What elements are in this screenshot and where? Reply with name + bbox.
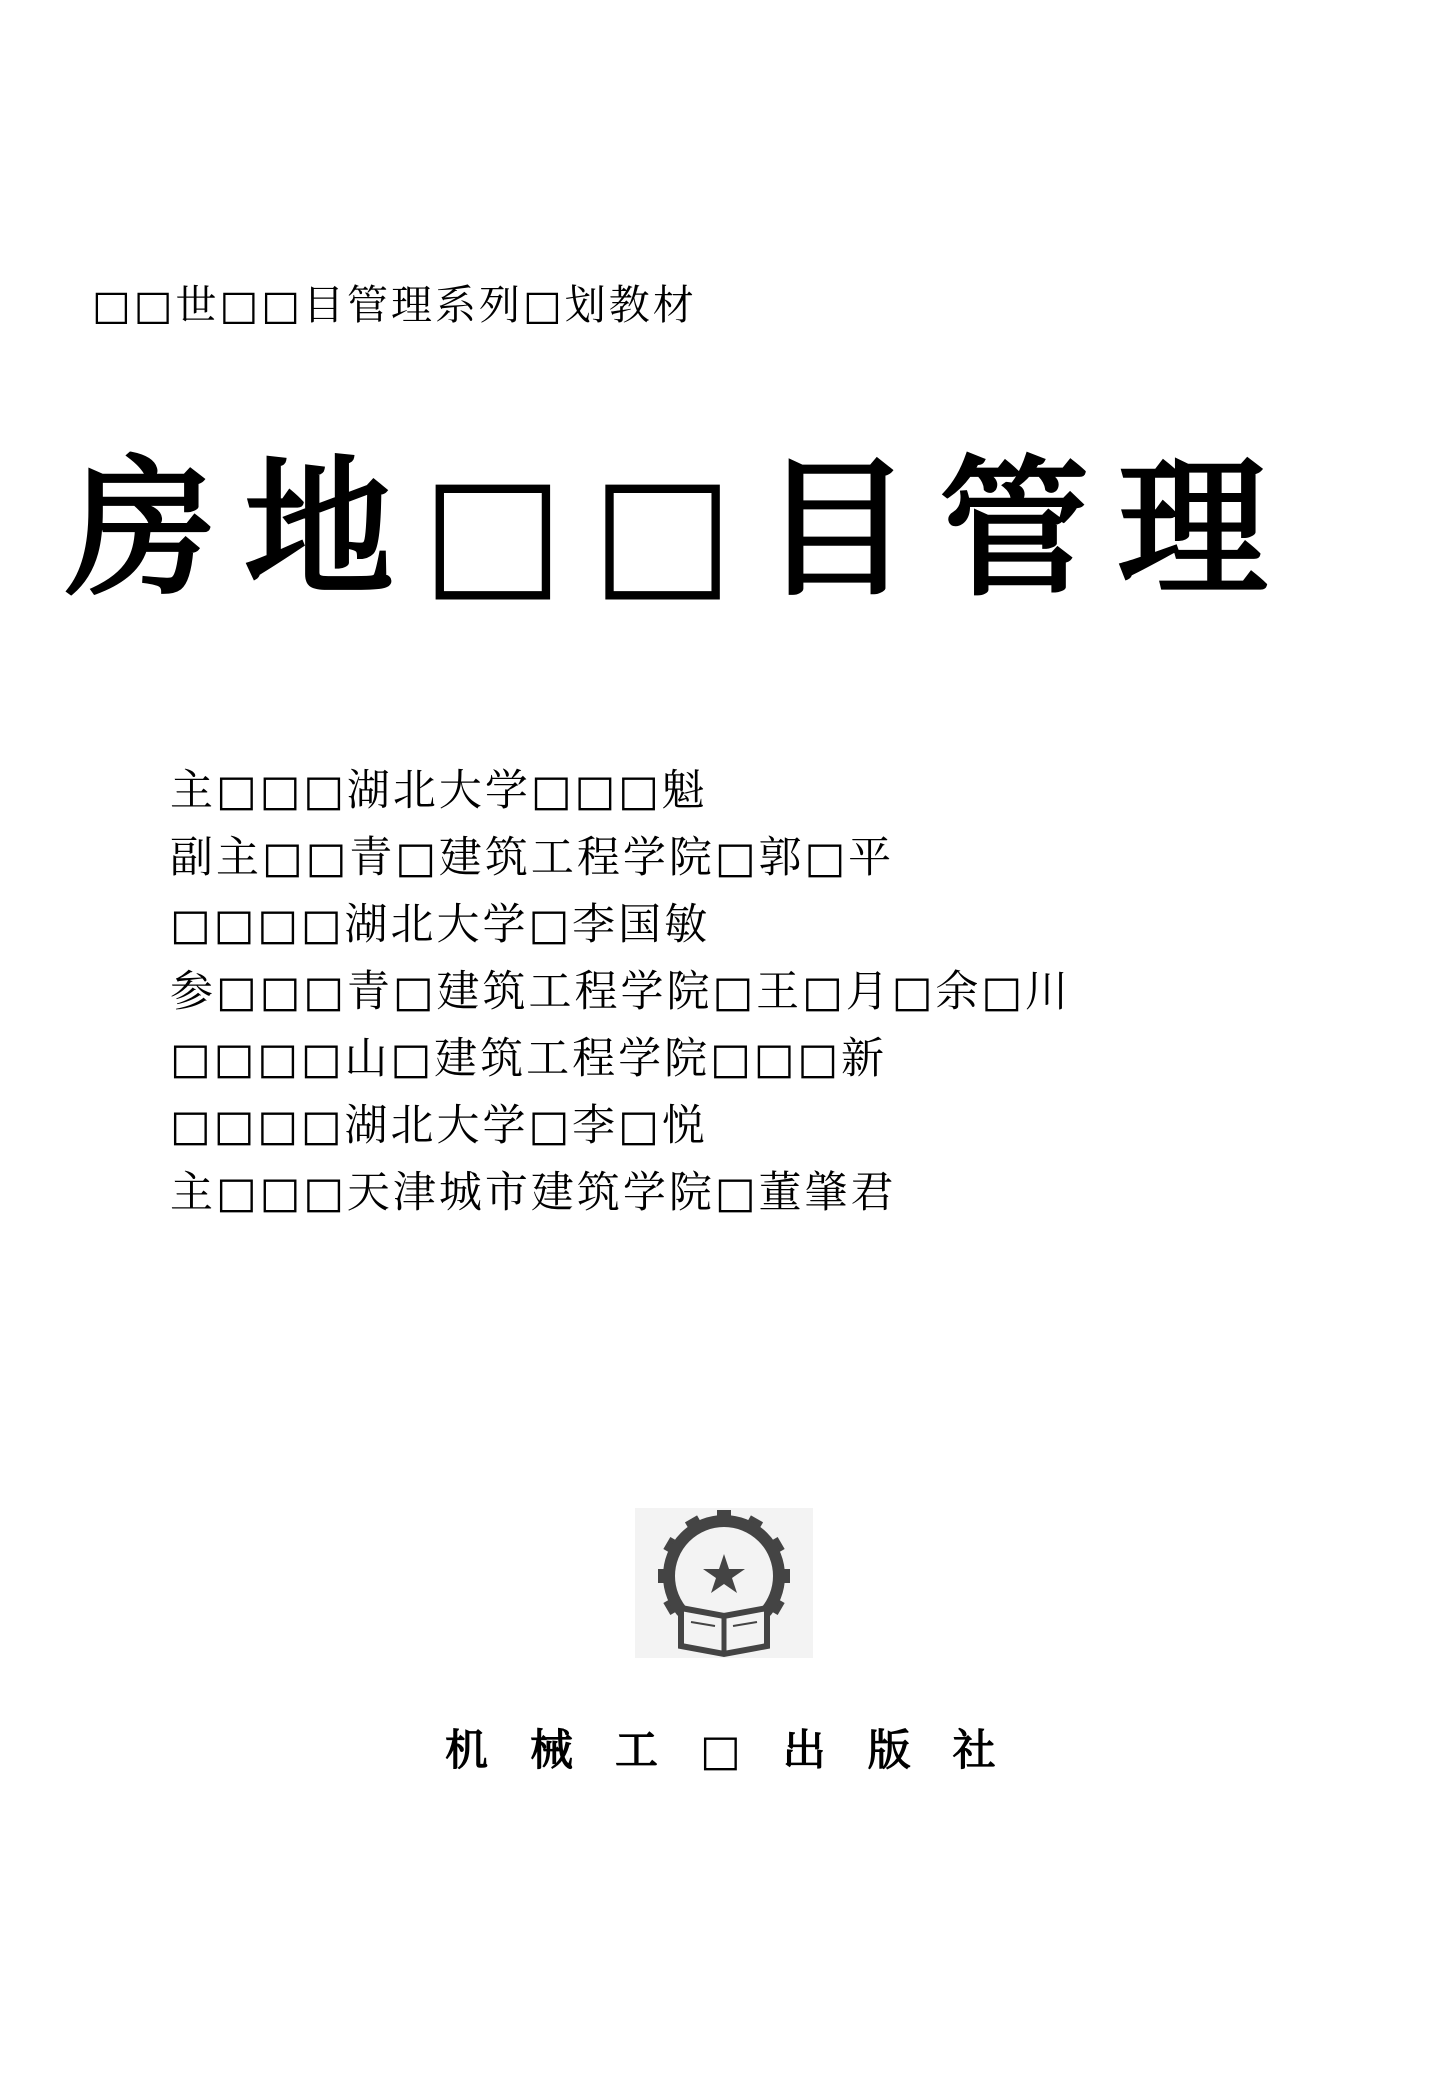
publisher-name: 机械工□出版社 bbox=[445, 1726, 1038, 1776]
credit-line: 副主□□青□建筑工程学院□郭□平 bbox=[170, 833, 895, 883]
credit-line: □□□□湖北大学□李□悦 bbox=[170, 1101, 708, 1151]
credits-list bbox=[170, 758, 1071, 1227]
series-title: □□世□□目管理系列□划教材 bbox=[92, 281, 697, 329]
credit-line: □□□□山□建筑工程学院□□□新 bbox=[170, 1034, 888, 1084]
credit-line: □□□□湖北大学□李国敏 bbox=[170, 900, 711, 950]
credit-line: 参□□□青□建筑工程学院□王□月□余□川 bbox=[170, 967, 1072, 1017]
credit-line: 主□□□天津城市建筑学院□董肇君 bbox=[170, 1168, 897, 1218]
book-title: 房地□□目管理 bbox=[66, 443, 1296, 617]
credit-line: 主□□□湖北大学□□□魁 bbox=[170, 766, 708, 816]
publisher-logo-icon bbox=[635, 1508, 813, 1658]
